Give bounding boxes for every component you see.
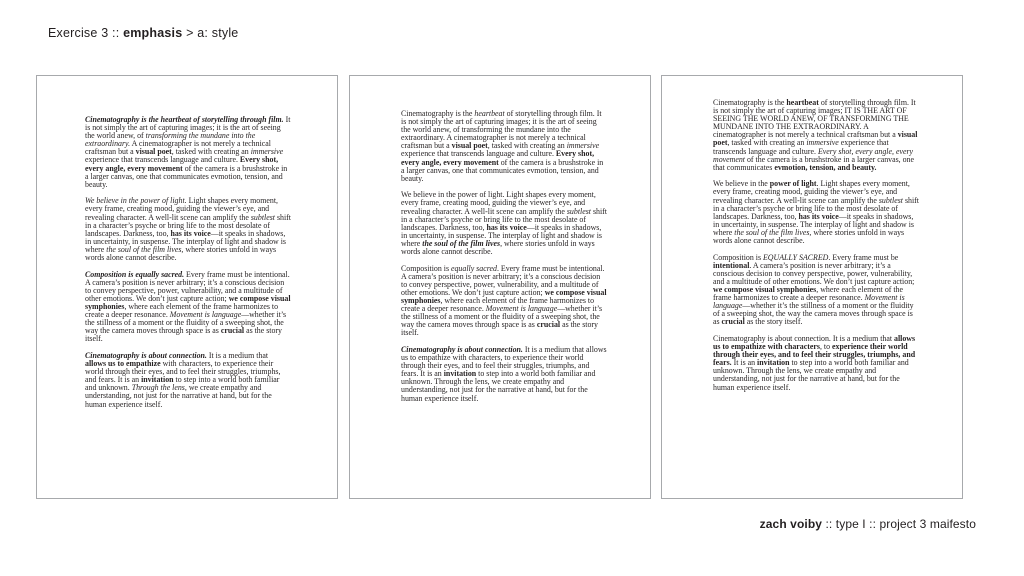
- text-run: , where each element of the frame harmonizes to create a deeper resonance.: [85, 301, 279, 320]
- text-run: with characters, to experience their world through their eyes, and to feel their struggles, triumphs, and fears. It is an: [85, 359, 281, 385]
- text-run: Composition is equally sacred.: [85, 269, 185, 279]
- text-run: subtlest: [250, 212, 275, 222]
- text-run: , we create empathy and understanding, not just for the narrative at hand, but for the human experience itself.: [85, 383, 272, 409]
- text-run: Cinematography is the: [713, 98, 787, 107]
- text-run: shift in a character’s psyche or bring life to the most desolate of landscapes. Darkness, too,: [401, 206, 607, 232]
- text-run: —it speaks in shadows, in uncertainty, in suspense. The interplay of light and shadow is where: [713, 211, 914, 237]
- footer-credit: [760, 517, 976, 531]
- manifesto-paragraph: [713, 254, 921, 327]
- manifesto-paragraph: [85, 352, 291, 409]
- text-run: to step into a world both familiar and unknown.: [85, 375, 280, 393]
- text-run: Cinematography is about connection.: [85, 350, 207, 360]
- text-run: as the story itself.: [85, 326, 283, 344]
- text-run: Through the lens: [131, 383, 185, 393]
- text-run: the soul of the film lives: [422, 238, 501, 248]
- text-run: It is an: [731, 358, 758, 368]
- text-run: of storytelling through film. It is not simply the art of capturing images; IT IS THE ART OF SEEING THE WORLD ANEW, OF TRANSFORMING THE MUNDANE INTO THE EXTRAORDINARY. A cinematographer is not merely a technical craftsman but a: [713, 98, 916, 140]
- text-run: immersive: [566, 141, 600, 151]
- text-run: EQUALLY SACRED: [762, 252, 829, 262]
- text-run: crucial: [536, 320, 561, 330]
- text-run: of storytelling through film. It is not simply the art of capturing images; it is the art of seeing the world anew, of transforming the mundane into the extraordinary. A cinematographer is not merely a technical craftsman but a: [401, 109, 602, 151]
- text-run: power of light: [769, 179, 817, 189]
- manifesto-panel-3: [661, 75, 963, 499]
- text-run: of the camera is a brushstroke in a larger canvas, one that communicates: [713, 154, 914, 172]
- manifesto-paragraph: [85, 116, 291, 189]
- text-run: , where stories unfold in ways words alone cannot describe.: [85, 244, 277, 262]
- manifesto-text: [85, 116, 291, 409]
- text-run: —whether it’s the stillness of a moment or the fluidity of a sweeping shot, the way the camera moves through space is as: [401, 304, 603, 330]
- manifesto-paragraph: [713, 335, 921, 392]
- manifesto-paragraph: [401, 265, 607, 338]
- course-name: type I: [835, 517, 866, 531]
- text-run: to step into a world both familiar and unknown. Through the lens, we create empathy and understanding, not just for the narrative at hand, but for the human experience itself.: [713, 358, 909, 392]
- text-run: Movement is language: [713, 293, 905, 311]
- text-run: experience that transcends language and culture.: [401, 149, 556, 159]
- exercise-header: [48, 26, 238, 40]
- text-run: of the camera is a brushstroke in a larger canvas, one that communicates evmotion, tension, and beauty.: [401, 157, 604, 183]
- text-run: invitation: [443, 369, 477, 379]
- manifesto-paragraph: [85, 271, 291, 344]
- text-run: immersive: [806, 138, 839, 148]
- text-run: , tasked with creating an: [487, 141, 567, 151]
- manifesto-paragraph: [401, 191, 607, 256]
- text-run: we compose visual symphonies: [713, 284, 817, 294]
- header-separator: ::: [112, 26, 120, 40]
- text-run: equally sacred: [450, 263, 497, 273]
- text-run: Every shot, every angle, every movement: [401, 149, 595, 167]
- text-run: subtlest: [566, 206, 591, 216]
- text-run: shift in a character’s psyche or bring life to the most desolate of landscapes. Darkness, too,: [713, 195, 919, 221]
- footer-separator: ::: [825, 517, 833, 531]
- footer-separator: ::: [869, 517, 877, 531]
- header-arrow: >: [186, 26, 194, 40]
- text-run: as the story itself.: [401, 320, 599, 338]
- topic-label: emphasis: [123, 26, 183, 40]
- text-run: as the story itself.: [744, 317, 803, 327]
- text-run: —it speaks in shadows, in uncertainty, in suspense. The interplay of light and shadow is where: [401, 222, 602, 248]
- text-run: Light shapes every moment, every frame, creating mood, guiding the viewer’s eye, and revealing character. A well-lit scene can amplify the: [85, 196, 278, 222]
- text-run: Every shot, every angle, every movement: [85, 155, 279, 173]
- text-run: It is not simply the art of capturing images; it is the art of seeing the world anew, of: [85, 115, 291, 141]
- text-run: visual poet: [713, 130, 918, 148]
- text-run: We believe in the: [713, 179, 770, 189]
- text-run: . A camera’s position is never arbitrary; it’s a conscious decision to convey perspective, power, vulnerability, and a multitude of other emotions. We don’t just capture action;: [713, 260, 915, 286]
- text-run: . Every frame must be intentional. A camera’s position is never arbitrary; it’s a conscious decision to convey perspective, power, vulnerability, and a multitude of other emotions. We don’t just capture action;: [401, 263, 605, 297]
- text-run: we compose visual symphonies: [401, 287, 607, 305]
- text-run: Composition is: [401, 263, 451, 273]
- text-run: we compose visual symphonies: [85, 293, 291, 311]
- text-run: Movement is language: [485, 304, 558, 314]
- text-run: crucial: [220, 326, 245, 336]
- text-run: , to: [819, 342, 833, 352]
- manifesto-panel-1: [36, 75, 338, 499]
- text-run: intentional: [713, 260, 750, 270]
- text-run: heartbeat: [786, 98, 819, 107]
- text-run: We believe in the power of light. Light shapes every moment, every frame, creating mood, guiding the viewer’s eye, and revealing character. A well-lit scene can amplify the: [401, 190, 596, 216]
- text-run: , where each element of the frame harmonizes to create a deeper resonance.: [401, 295, 595, 314]
- text-run: immersive: [250, 147, 284, 157]
- manifesto-paragraph: [713, 99, 921, 172]
- text-run: —it speaks in shadows, in uncertainty, in suspense. The interplay of light and shadow is where: [85, 228, 286, 254]
- text-run: visual poet: [451, 141, 488, 151]
- text-run: has its voice: [486, 222, 527, 232]
- text-run: shift in a character’s psyche or bring life to the most desolate of landscapes. Darkness, too,: [85, 212, 291, 238]
- text-run: invitation: [757, 358, 790, 368]
- text-run: Movement is language: [169, 310, 242, 320]
- manifesto-paragraph: [401, 346, 607, 403]
- text-run: allows us to empathize with characters: [713, 333, 916, 352]
- subtopic-label: a: style: [197, 26, 239, 40]
- text-run: Composition is: [713, 252, 763, 262]
- text-run: heartbeat: [474, 109, 505, 118]
- text-run: experience their world through their eyes, and to feel their struggles, triumphs, and fears.: [713, 342, 916, 368]
- text-run: experience that transcends language and culture.: [85, 155, 240, 165]
- text-run: Cinematography is the heartbeat of storytelling through film.: [85, 115, 284, 124]
- text-run: A cinematographer is not merely a technical craftsman but a: [85, 139, 271, 157]
- text-run: , tasked with creating an: [171, 147, 251, 157]
- text-run: transforming the mundane into the extraordinary.: [85, 131, 256, 149]
- text-run: It is a medium that: [206, 350, 269, 360]
- project-name: project 3 maifesto: [879, 517, 976, 531]
- text-run: Cinematography is the: [401, 109, 475, 118]
- text-run: evmotion, tension, and beauty.: [774, 162, 877, 172]
- text-run: Cinematography is about connection. It is a medium that: [713, 333, 895, 343]
- text-run: We believe in the power of light.: [85, 196, 187, 206]
- text-run: crucial: [721, 317, 745, 327]
- text-run: the soul of the film lives: [106, 244, 182, 254]
- text-run: —whether it’s the stillness of a moment or the fluidity of a sweeping shot, the way the camera moves through space is as: [713, 301, 914, 327]
- text-run: Every frame must be intentional. A camera’s position is never arbitrary; it’s a conscious decision to convey perspective, power, vulnerability, and a multitude of other emotions. We don’t just capture action;: [85, 269, 290, 303]
- text-run: , where each element of the frame harmonizes to create a deeper resonance.: [713, 284, 904, 303]
- text-run: the soul of the film lives: [734, 227, 810, 237]
- text-run: visual poet: [135, 147, 172, 157]
- text-run: . Every frame must be: [828, 252, 899, 262]
- manifesto-paragraph: [713, 180, 921, 245]
- text-run: , where stories unfold in ways words alone cannot describe.: [401, 238, 595, 256]
- text-run: , where stories unfold in ways words alone cannot describe.: [713, 227, 905, 245]
- text-run: has its voice: [798, 211, 839, 221]
- text-run: has its voice: [170, 228, 211, 238]
- text-run: of the camera is a brushstroke in a larger canvas, one that communicates evmotion, tension, and beauty.: [85, 163, 288, 189]
- text-run: . Light shapes every moment, every frame, creating mood, guiding the viewer’s eye, and revealing character. A well-lit scene can amplify the: [713, 179, 910, 205]
- manifesto-text: [713, 99, 921, 392]
- manifesto-panel-2: [349, 75, 651, 499]
- text-run: allows us to empathize: [85, 359, 161, 369]
- text-run: invitation: [141, 375, 174, 385]
- manifesto-paragraph: [85, 197, 291, 262]
- text-run: —whether it’s the stillness of a moment or the fluidity of a sweeping shot, the way the camera moves through space is as: [85, 310, 287, 336]
- text-run: Cinematography is about connection.: [401, 344, 523, 354]
- exercise-label: Exercise 3: [48, 26, 109, 40]
- manifesto-text: [401, 110, 607, 403]
- author-name: zach voiby: [759, 517, 823, 531]
- text-run: It is a medium that allows us to empathize with characters, to experience their world through their eyes, and to feel their struggles, triumphs, and fears. It is an: [401, 344, 607, 379]
- text-run: Every shot, every angle, every movement: [713, 146, 914, 164]
- manifesto-paragraph: [401, 110, 607, 183]
- text-run: experience that transcends language and culture.: [713, 138, 889, 156]
- text-run: , tasked with creating an: [727, 138, 807, 148]
- text-run: to step into a world both familiar and unknown. Through the lens, we create empathy and understanding, not just for the narrative at hand, but for the human experience itself.: [401, 369, 596, 403]
- text-run: subtlest: [878, 195, 903, 205]
